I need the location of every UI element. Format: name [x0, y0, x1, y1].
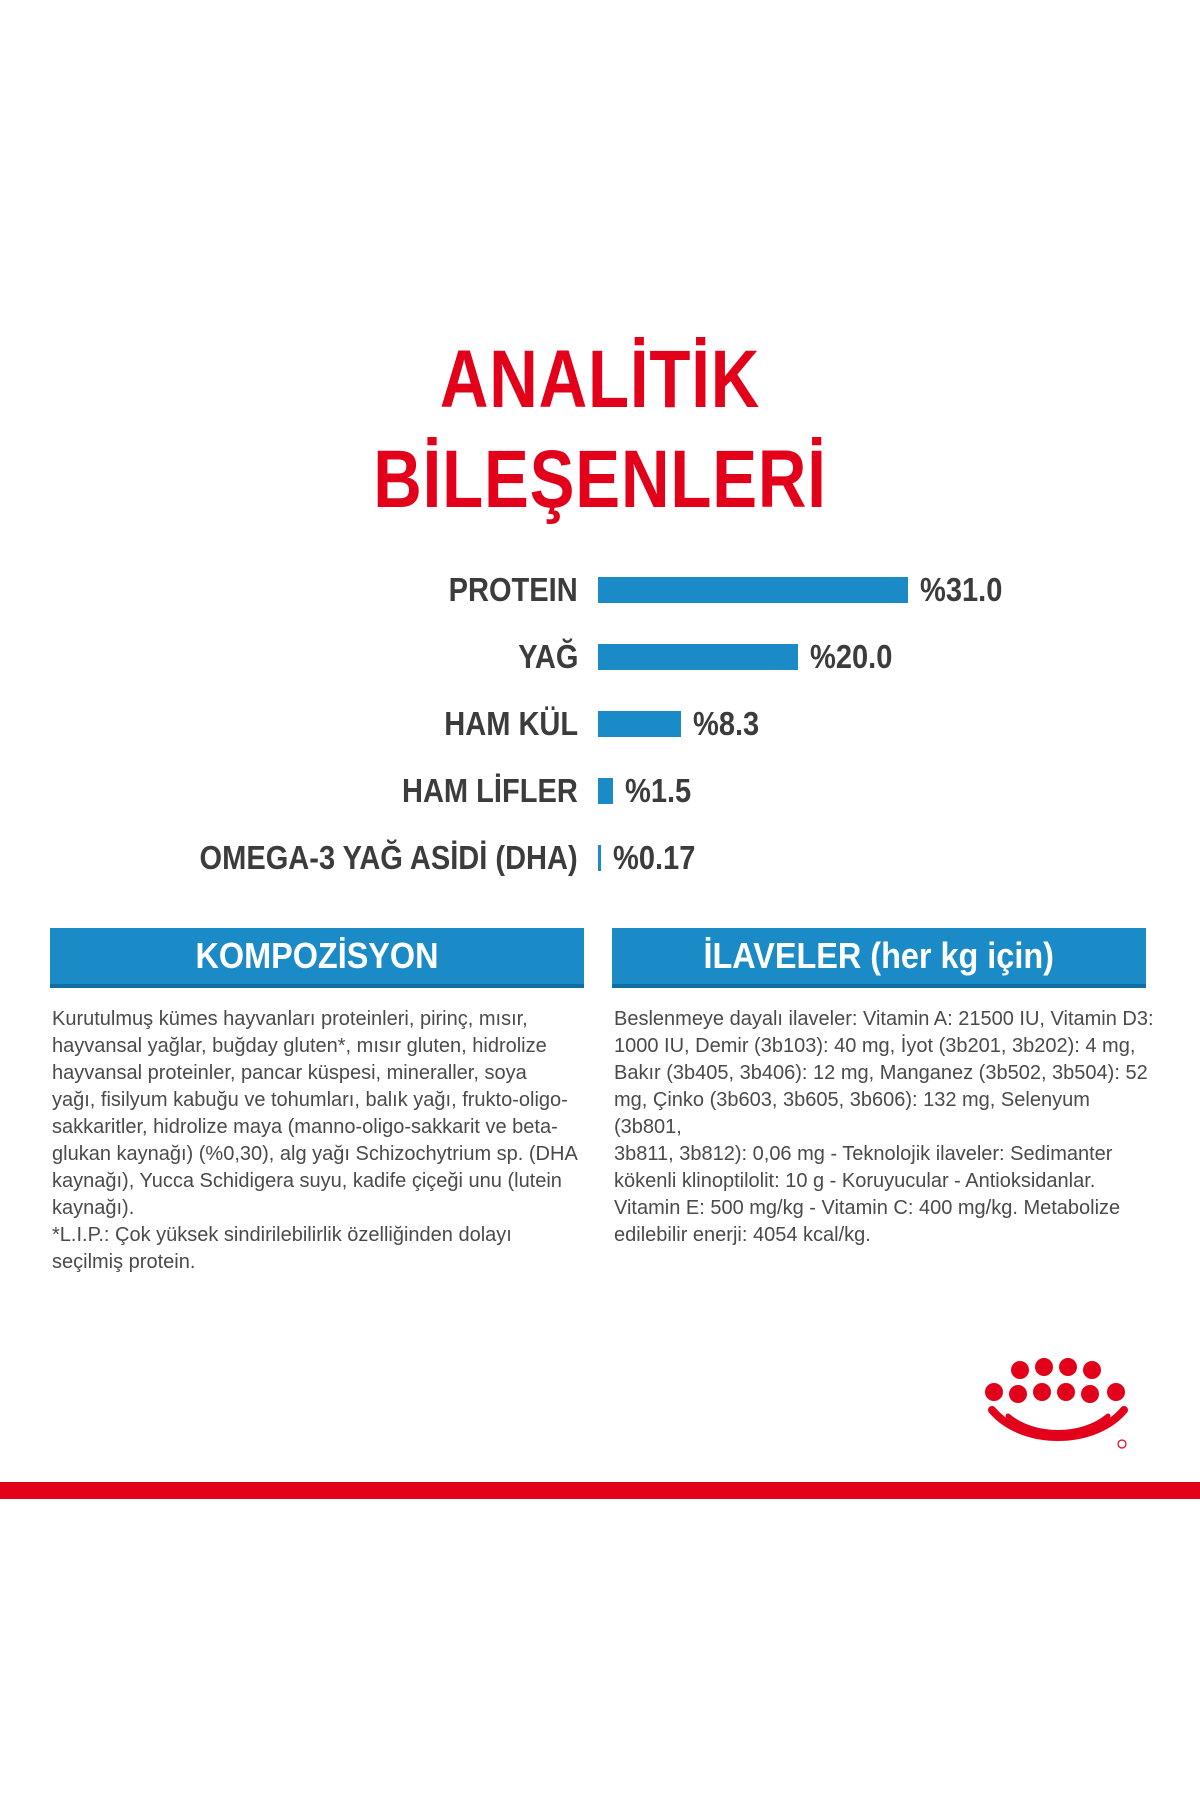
nutrient-value: %20.0	[810, 638, 893, 675]
nutrient-value: %31.0	[920, 571, 1003, 608]
brand-red-stripe	[0, 1482, 1200, 1499]
additives-title: İLAVELER (her kg için)	[703, 935, 1055, 976]
additives-header	[612, 928, 1146, 984]
nutrient-value: %8.3	[693, 705, 760, 742]
nutrient-value: %1.5	[625, 772, 692, 809]
page-title	[108, 330, 1092, 530]
additives-text: Beslenmeye dayalı ilaveler: Vitamin A: 21500 IU, Vitamin D3: 1000 IU, Demir (3b103): 40 mg, İyot (3b201, 3b202): 4 mg, Bakır (3b405, 3b406): 12 mg, Manganez (3b502, 3b504): 52 mg, Çinko (3b603, 3b605, 3b606): 132 mg, Selenyum (3b801, 3b811, 3b812): 0,06 mg - Teknolojik ilaveler: Sedimanter kökenli klinoptilolit: 10 g - Koruyucular - Antioksidanlar. Vitamin E: 500 mg/kg - Vitamin C: 400 mg/kg. Metabolize edilebilir enerji: 4054 kcal/kg.	[614, 1008, 1154, 1246]
nutrient-row	[0, 838, 1200, 878]
nutrient-bar	[598, 778, 613, 804]
title-line-1: ANALİTİK	[439, 334, 761, 425]
nutrient-row	[0, 570, 1200, 610]
composition-header	[50, 928, 584, 984]
nutrient-bar	[598, 845, 601, 871]
composition-text: Kurutulmuş kümes hayvanları proteinleri, pirinç, mısır, hayvansal yağlar, buğday gluten*, mısır gluten, hidrolize hayvansal proteinler, pancar küspesi, mineraller, soya yağı, fisilyum kabuğu ve tohumları, balık yağı, frukto-oligo- sakkaritler, hidrolize maya (manno-oligo-sakkarit ve beta- glukan kaynağı) (%0,30), alg yağı Schizochytrium sp. (DHA kaynağı), Yucca Schidigera suyu, kadife çiçeği unu (lutein kaynağı). *L.I.P.: Çok yüksek sindirilebilirlik özelliğinden dolayı seçilmiş protein.	[52, 1008, 578, 1273]
nutrient-label: HAM KÜL	[444, 705, 578, 742]
nutrient-label: YAĞ	[517, 638, 578, 675]
nutrient-label: HAM LİFLER	[402, 772, 578, 809]
nutrient-label: OMEGA-3 YAĞ ASİDİ (DHA)	[199, 839, 578, 876]
nutrient-row	[0, 771, 1200, 811]
nutrient-bar	[598, 711, 681, 737]
title-line-2: BİLEŞENLERİ	[373, 434, 827, 525]
composition-title: KOMPOZİSYON	[195, 935, 439, 976]
nutrient-bar	[598, 644, 798, 670]
royal-canin-crown-icon	[982, 1358, 1134, 1454]
nutrient-bar	[598, 577, 908, 603]
nutrient-row	[0, 637, 1200, 677]
nutrient-row	[0, 704, 1200, 744]
nutrient-value: %0.17	[613, 839, 696, 876]
nutrient-label: PROTEIN	[448, 571, 578, 608]
